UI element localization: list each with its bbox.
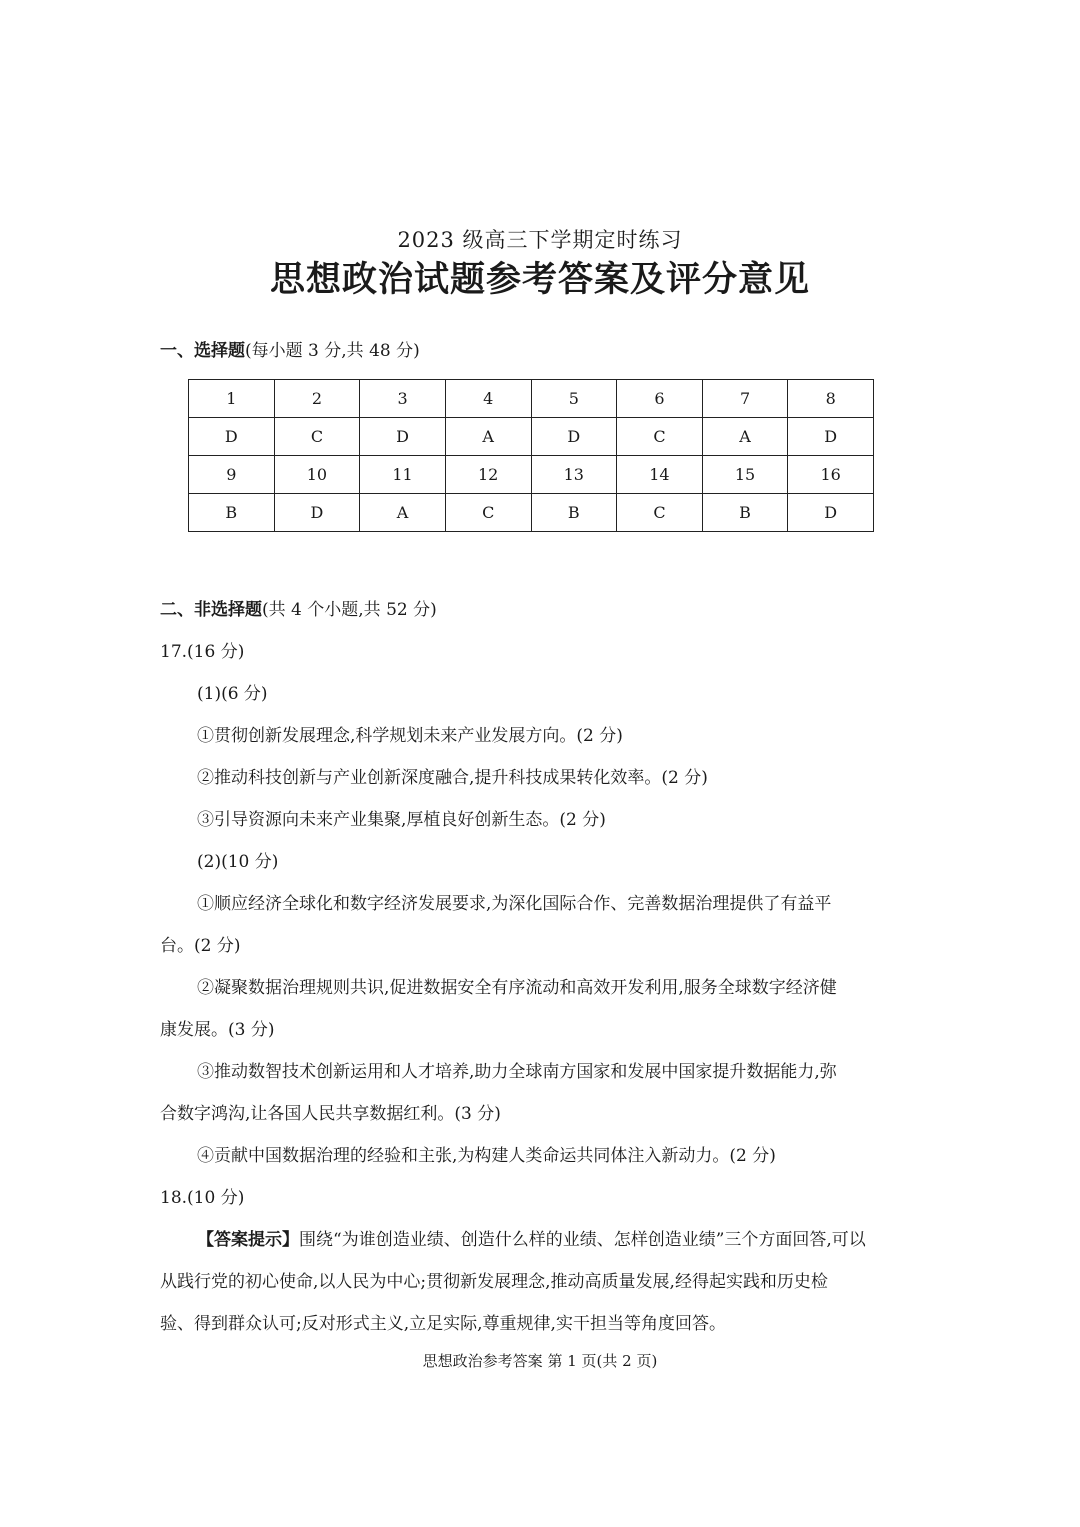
table-cell: C	[617, 494, 703, 532]
table-cell: A	[702, 418, 788, 456]
table-cell: C	[445, 494, 531, 532]
table-cell: D	[360, 418, 446, 456]
q17-part2-line: ③推动数智技术创新运用和人才培养,助力全球南方国家和发展中国家提升数据能力,弥	[197, 1062, 837, 1082]
table-cell: C	[274, 418, 360, 456]
table-cell: 11	[360, 456, 446, 494]
q17-part2-line: ①顺应经济全球化和数字经济发展要求,为深化国际合作、完善数据治理提供了有益平	[197, 894, 832, 914]
table-cell: 8	[788, 380, 874, 418]
table-cell: 7	[702, 380, 788, 418]
q18-hint-line: 验、得到群众认可;反对形式主义,立足实际,尊重规律,实干担当等角度回答。	[160, 1314, 726, 1334]
q17-part1-item: ①贯彻创新发展理念,科学规划未来产业发展方向。(2 分)	[197, 726, 623, 746]
table-cell: 1	[189, 380, 275, 418]
table-row	[189, 456, 874, 494]
table-cell: 16	[788, 456, 874, 494]
table-cell: B	[189, 494, 275, 532]
section-1-heading: 一、选择题	[160, 341, 245, 361]
table-cell: D	[274, 494, 360, 532]
table-cell: 2	[274, 380, 360, 418]
table-cell: D	[788, 418, 874, 456]
table-cell: D	[189, 418, 275, 456]
table-cell: 13	[531, 456, 617, 494]
table-cell: D	[531, 418, 617, 456]
answer-table	[188, 379, 874, 532]
q17-part1-item: ③引导资源向未来产业集聚,厚植良好创新生态。(2 分)	[197, 810, 606, 830]
table-cell: A	[445, 418, 531, 456]
table-cell: A	[360, 494, 446, 532]
section-2-note: (共 4 个小题,共 52 分)	[262, 600, 437, 620]
table-cell: 5	[531, 380, 617, 418]
table-cell: 9	[189, 456, 275, 494]
table-cell: B	[702, 494, 788, 532]
q18-hint-line	[197, 1225, 866, 1250]
section-1-note: (每小题 3 分,共 48 分)	[245, 341, 420, 361]
table-row	[189, 494, 874, 532]
q17-label: 17.(16 分)	[160, 642, 245, 662]
table-row	[189, 418, 874, 456]
q18-hint-line: 从践行党的初心使命,以人民为中心;贯彻新发展理念,推动高质量发展,经得起实践和历史检	[160, 1272, 828, 1292]
table-cell: 4	[445, 380, 531, 418]
table-cell: 14	[617, 456, 703, 494]
q17-part2-line: 台。(2 分)	[160, 936, 241, 956]
q18-label: 18.(10 分)	[160, 1188, 245, 1208]
section-2-heading-row	[160, 595, 437, 620]
q17-part2-line: 康发展。(3 分)	[160, 1020, 275, 1040]
table-cell: 3	[360, 380, 446, 418]
page-footer: 思想政治参考答案 第 1 页(共 2 页)	[422, 1352, 658, 1370]
q17-part2-label: (2)(10 分)	[197, 852, 279, 872]
q17-part2-line: ④贡献中国数据治理的经验和主张,为构建人类命运共同体注入新动力。(2 分)	[197, 1146, 776, 1166]
q17-part2-line: 合数字鸿沟,让各国人民共享数据红利。(3 分)	[160, 1104, 501, 1124]
q18-hint-text: 围绕“为谁创造业绩、创造什么样的业绩、怎样创造业绩”三个方面回答,可以	[299, 1230, 866, 1250]
q17-part2-line: ②凝聚数据治理规则共识,促进数据安全有序流动和高效开发利用,服务全球数字经济健	[197, 978, 837, 998]
table-cell: 6	[617, 380, 703, 418]
table-cell: D	[788, 494, 874, 532]
section-1-heading-row	[160, 336, 420, 361]
table-row	[189, 380, 874, 418]
table-cell: 10	[274, 456, 360, 494]
q17-part1-label: (1)(6 分)	[197, 684, 268, 704]
page-title: 思想政治试题参考答案及评分意见	[269, 259, 810, 300]
q17-part1-item: ②推动科技创新与产业创新深度融合,提升科技成果转化效率。(2 分)	[197, 768, 708, 788]
exam-subtitle: 2023 级高三下学期定时练习	[397, 228, 683, 252]
section-2-heading: 二、非选择题	[160, 600, 262, 620]
table-cell: 15	[702, 456, 788, 494]
table-cell: C	[617, 418, 703, 456]
table-cell: 12	[445, 456, 531, 494]
q18-hint-label: 【答案提示】	[197, 1230, 299, 1250]
table-cell: B	[531, 494, 617, 532]
